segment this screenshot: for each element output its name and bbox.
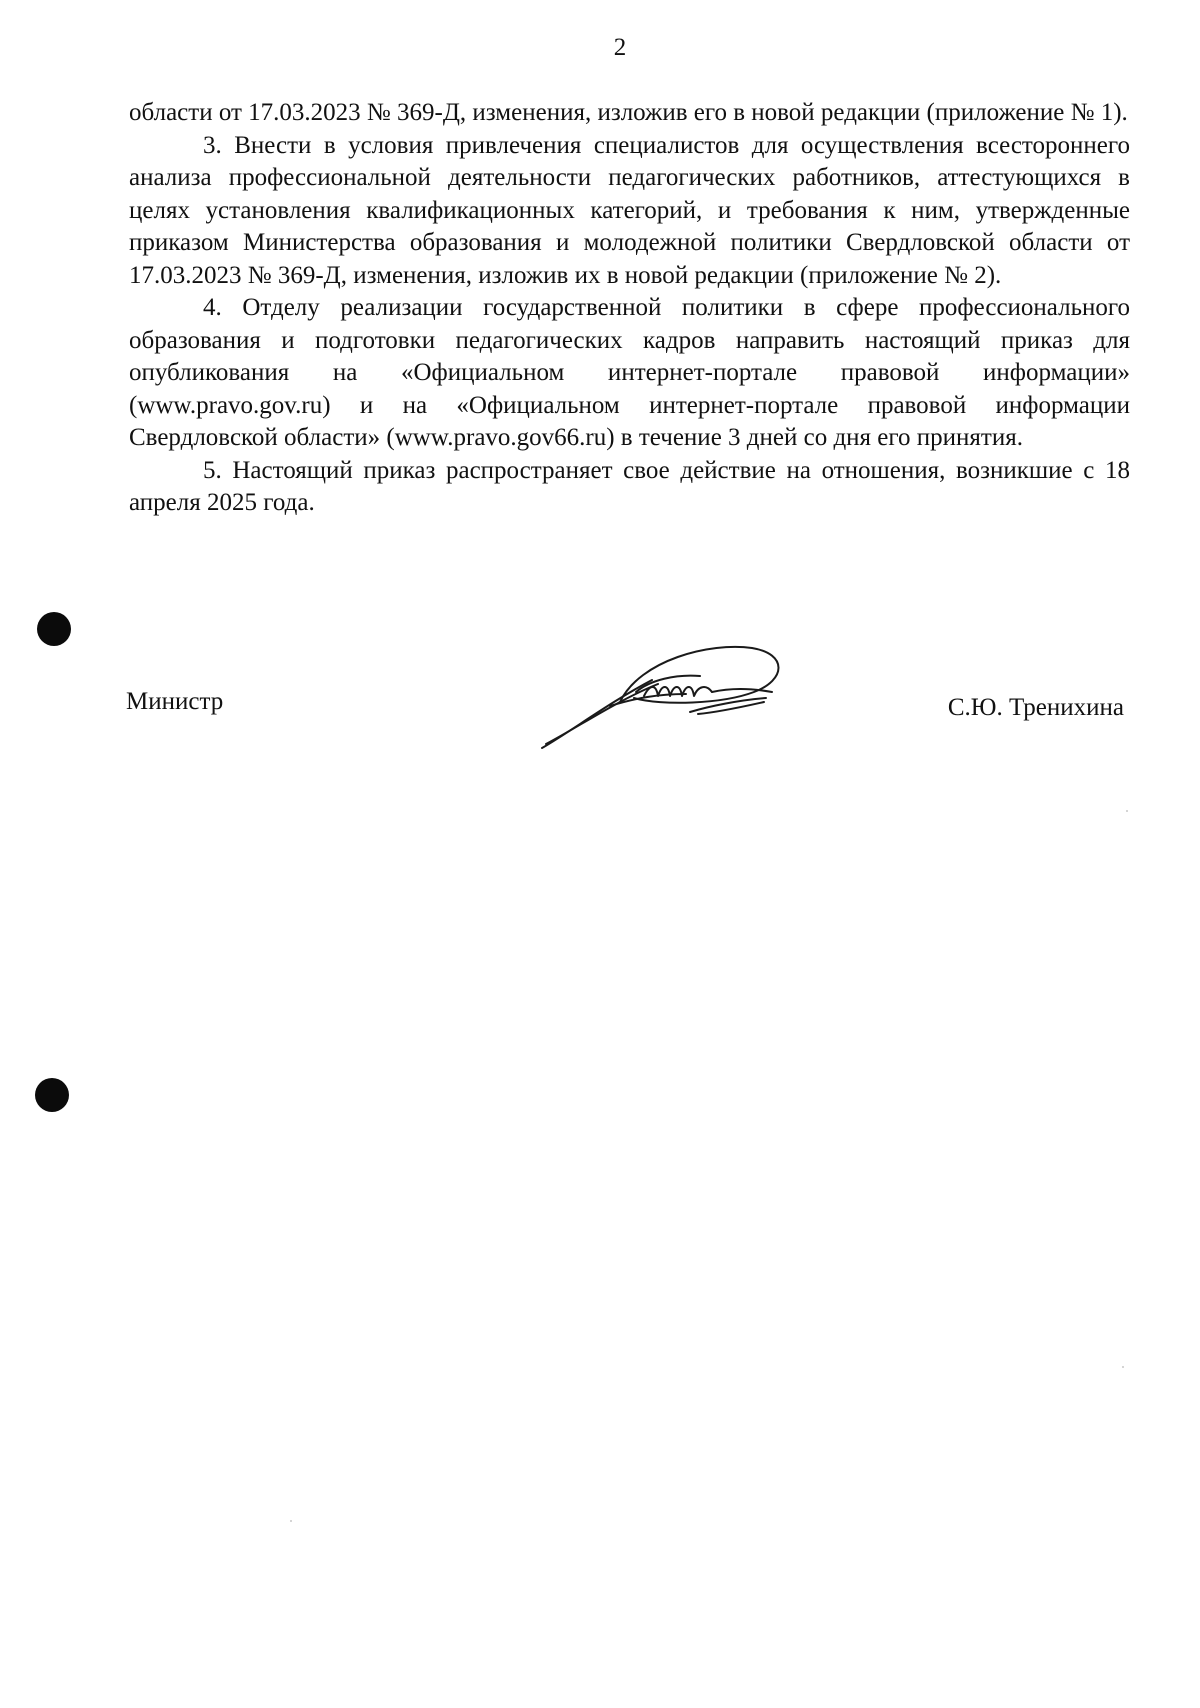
signer-name: С.Ю. Тренихина: [947, 694, 1124, 721]
page-number: 2: [613, 34, 627, 61]
scan-speck: [1122, 1366, 1124, 1368]
paragraph-item-5: 5. Настоящий приказ распространяет свое действие на отношения, возникшие с 18 апреля 2025 года.: [129, 456, 1130, 516]
signer-position: Министр: [126, 688, 224, 715]
signature-block: [0, 640, 1200, 760]
document-body: [129, 97, 1130, 520]
punch-hole-bottom: [35, 1078, 69, 1112]
paragraph-continuation: области от 17.03.2023 № 369-Д, изменения, изложив его в новой редакции (приложение № 1).: [129, 99, 1128, 126]
scan-speck: [1126, 810, 1128, 812]
handwritten-signature: [540, 640, 800, 752]
paragraph-item-4: 4. Отделу реализации государственной политики в сфере профессионального образования и подготовки педагогических кадров направить настоящий приказ для опубликования на «Официальном интернет-портале правовой информации» (www.pravo.gov.ru) и на «Официальном интернет-портале правовой информации Свердловской области» (www.pravo.gov66.ru) в течение 3 дней со дня его принятия.: [129, 294, 1130, 451]
paragraph-item-3: 3. Внести в условия привлечения специалистов для осуществления всестороннего анализа профессиональной деятельности педагогических работников, аттестующихся в целях установления квалификационных категорий, и требования к ним, утвержденные приказом Министерства образования и молодежной политики Свердловской области от 17.03.2023 № 369-Д, изменения, изложив их в новой редакции (приложение № 2).: [129, 131, 1130, 289]
scan-speck: [290, 1520, 292, 1522]
